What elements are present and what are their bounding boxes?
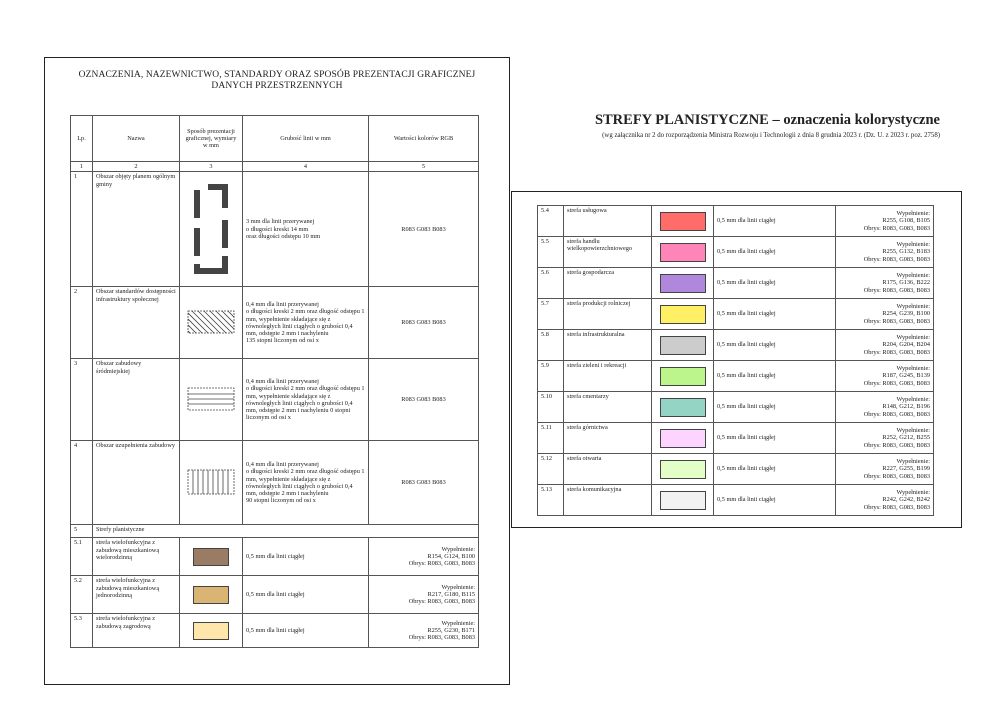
zone-name: strefa infrastrukturalna <box>564 330 652 361</box>
zone-lp: 5.9 <box>538 361 564 392</box>
zone-name: strefa gospodarcza <box>564 268 652 299</box>
zone-name: strefa wielofunkcyjna z zabudową zagrodową <box>93 614 180 648</box>
zone-name: strefa wielofunkcyjna z zabudową mieszkaniową wielorodzinną <box>93 538 180 576</box>
color-swatch <box>660 212 706 231</box>
color-swatch <box>660 398 706 417</box>
zone-lp: 5.7 <box>538 299 564 330</box>
fill-value: R154, G124, B100 <box>427 553 475 561</box>
legend-table <box>70 115 479 648</box>
row-lp: 3 <box>71 359 93 441</box>
section-lp: 5 <box>71 525 93 538</box>
zone-swatch-cell <box>652 485 714 516</box>
row-name: Obszar standardów dostępności infrastruktury społecznej <box>93 287 180 359</box>
fill-label: Wypełnienie: <box>441 583 475 591</box>
fill-value: R254, G239, B100 <box>882 310 930 318</box>
row-line: 0,4 mm dla linii przerywanej o długości kreski 2 mm oraz długość odstępu 1 mm, wypełnienie składające się z równoległych linii ciągłych o grubości 0,4 mm, odstępie 2 mm i nachyleniu 135 stopni liczonym od osi x <box>243 287 369 359</box>
row-line: 0,4 mm dla linii przerywanej o długości kreski 2 mm oraz długość odstępu 1 mm, wypełnienie składające się z równoległych linii ciągłych o grubości 0,4 mm, odstępie 2 mm i nachyleniu 90 stopni liczonym od osi x <box>243 441 369 525</box>
row-line: 3 mm dla linii przerywanej o długości kreski 14 mm oraz długości odstępu 10 mm <box>243 172 369 287</box>
fill-value: R255, G108, B105 <box>882 217 930 225</box>
zone-lp: 5.4 <box>538 206 564 237</box>
header-number: 2 <box>93 162 180 172</box>
zone-rgb <box>369 614 479 648</box>
fill-label: Wypełnienie: <box>896 241 930 249</box>
zone-row <box>538 237 934 268</box>
hatch-vertical-symbol <box>180 441 243 525</box>
zones-table <box>537 205 934 516</box>
color-swatch <box>660 491 706 510</box>
row-rgb: R083 G083 B083 <box>369 359 479 441</box>
zones-heading <box>520 112 940 140</box>
zone-line: 0,5 mm dla linii ciągłej <box>714 361 836 392</box>
fill-value: R252, G212, B255 <box>882 434 930 442</box>
header-number: 4 <box>243 162 369 172</box>
zone-rgb <box>836 206 934 237</box>
header-number: 1 <box>71 162 93 172</box>
zone-swatch-cell <box>652 237 714 268</box>
header-number: 5 <box>369 162 479 172</box>
fill-value: R242, G242, B242 <box>882 496 930 504</box>
fill-label: Wypełnienie: <box>441 545 475 553</box>
outline-value: Obrys: R083, G083, B083 <box>863 224 930 232</box>
zone-line: 0,5 mm dla linii ciągłej <box>714 330 836 361</box>
zone-rgb <box>369 576 479 614</box>
fill-label: Wypełnienie: <box>441 619 475 627</box>
color-swatch <box>193 586 229 604</box>
zone-swatch-cell <box>652 454 714 485</box>
zone-lp: 5.6 <box>538 268 564 299</box>
zone-row <box>538 361 934 392</box>
outline-value: Obrys: R083, G083, B083 <box>863 503 930 511</box>
fill-label: Wypełnienie: <box>896 334 930 342</box>
color-swatch <box>660 243 706 262</box>
color-swatch <box>660 305 706 324</box>
color-swatch <box>660 336 706 355</box>
zone-line: 0,5 mm dla linii ciągłej <box>714 268 836 299</box>
header-rgb: Wartości kolorów RGB <box>369 116 479 162</box>
zone-row <box>71 614 479 648</box>
section-row <box>71 525 479 538</box>
zone-row <box>538 454 934 485</box>
color-swatch <box>660 429 706 448</box>
row-name: Obszar uzupełnienia zabudowy <box>93 441 180 525</box>
zone-name: strefa usługowa <box>564 206 652 237</box>
zone-line: 0,5 mm dla linii ciągłej <box>714 485 836 516</box>
outline-value: Obrys: R083, G083, B083 <box>863 441 930 449</box>
fill-label: Wypełnienie: <box>896 458 930 466</box>
table-row <box>71 287 479 359</box>
zone-line: 0,5 mm dla linii ciągłej <box>714 423 836 454</box>
zone-lp: 5.8 <box>538 330 564 361</box>
fill-value: R255, G132, B183 <box>882 248 930 256</box>
zone-lp: 5.2 <box>71 576 93 614</box>
hatch-horizontal-symbol <box>180 359 243 441</box>
fill-value: R175, G136, B222 <box>882 279 930 287</box>
zone-rgb <box>836 330 934 361</box>
zone-row <box>71 576 479 614</box>
header-number: 3 <box>180 162 243 172</box>
zone-row <box>538 423 934 454</box>
fill-value: R187, G245, B139 <box>882 372 930 380</box>
row-line: 0,4 mm dla linii przerywanej o długości kreski 2 mm oraz długość odstępu 1 mm, wypełnienie składające się z równoległych linii ciągłych o grubości 0,4 mm, odstępie 2 mm i nachyleniu 0 stopni liczonym od osi x <box>243 359 369 441</box>
zone-row <box>538 392 934 423</box>
zone-line: 0,5 mm dla linii ciągłej <box>243 576 369 614</box>
fill-label: Wypełnienie: <box>896 210 930 218</box>
zone-lp: 5.10 <box>538 392 564 423</box>
fill-value: R255, G230, B171 <box>427 627 475 635</box>
zone-lp: 5.1 <box>71 538 93 576</box>
zone-swatch-cell <box>180 576 243 614</box>
zone-line: 0,5 mm dla linii ciągłej <box>714 299 836 330</box>
header-number-row <box>71 162 479 172</box>
outline-value: Obrys: R083, G083, B083 <box>408 598 475 606</box>
zone-line: 0,5 mm dla linii ciągłej <box>243 614 369 648</box>
zone-line: 0,5 mm dla linii ciągłej <box>714 392 836 423</box>
zone-rgb <box>369 538 479 576</box>
header-lp: Lp. <box>71 116 93 162</box>
zone-line: 0,5 mm dla linii ciągłej <box>714 206 836 237</box>
fill-label: Wypełnienie: <box>896 427 930 435</box>
header-name: Nazwa <box>93 116 180 162</box>
header-line-width: Grubość linii w mm <box>243 116 369 162</box>
outline-value: Obrys: R083, G083, B083 <box>863 472 930 480</box>
zone-row <box>71 538 479 576</box>
zone-name: strefa górnictwa <box>564 423 652 454</box>
zone-swatch-cell <box>180 538 243 576</box>
fill-label: Wypełnienie: <box>896 396 930 404</box>
zones-subtitle: (wg załącznika nr 2 do rozporządzenia Ministra Rozwoju i Technologii z dnia 8 grudnia 2023 r. (Dz. U. z 2023 r. poz. 2758) <box>602 132 940 139</box>
zone-rgb <box>836 423 934 454</box>
zone-rgb <box>836 268 934 299</box>
zone-name: strefa otwarta <box>564 454 652 485</box>
zone-swatch-cell <box>652 268 714 299</box>
section-name: Strefy planistyczne <box>93 525 479 538</box>
hatch-diagonal-symbol <box>180 287 243 359</box>
outline-value: Obrys: R083, G083, B083 <box>408 634 475 642</box>
row-name: Obszar zabudowy śródmiejskiej <box>93 359 180 441</box>
zone-row <box>538 206 934 237</box>
row-lp: 4 <box>71 441 93 525</box>
zone-swatch-cell <box>652 330 714 361</box>
zone-swatch-cell <box>652 423 714 454</box>
zone-swatch-cell <box>652 299 714 330</box>
table-row <box>71 359 479 441</box>
table-row <box>71 172 479 287</box>
outline-value: Obrys: R083, G083, B083 <box>863 317 930 325</box>
fill-label: Wypełnienie: <box>896 489 930 497</box>
zone-rgb <box>836 299 934 330</box>
header-presentation: Sposób prezentacji graficznej, wymiary w mm <box>180 116 243 162</box>
zone-name: strefa produkcji rolniczej <box>564 299 652 330</box>
zone-swatch-cell <box>652 361 714 392</box>
zone-swatch-cell <box>652 206 714 237</box>
zone-name: strefa handlu wielkopowierzchniowego <box>564 237 652 268</box>
outline-value: Obrys: R083, G083, B083 <box>863 379 930 387</box>
zone-row <box>538 299 934 330</box>
zone-rgb <box>836 237 934 268</box>
zone-swatch-cell <box>652 392 714 423</box>
zone-name: strefa komunikacyjna <box>564 485 652 516</box>
zone-rgb <box>836 454 934 485</box>
outline-value: Obrys: R083, G083, B083 <box>863 286 930 294</box>
zone-swatch-cell <box>180 614 243 648</box>
plan-boundary-symbol <box>180 172 243 287</box>
row-lp: 2 <box>71 287 93 359</box>
row-rgb: R083 G083 B083 <box>369 172 479 287</box>
zone-line: 0,5 mm dla linii ciągłej <box>714 237 836 268</box>
zone-lp: 5.5 <box>538 237 564 268</box>
document-title: OZNACZENIA, NAZEWNICTWO, STANDARDY ORAZ SPOSÓB PREZENTACJI GRAFICZNEJ DANYCH PRZESTRZENNYCH <box>78 70 476 91</box>
zones-title: STREFY PLANISTYCZNE – oznaczenia kolorystyczne <box>594 112 940 128</box>
outline-value: Obrys: R083, G083, B083 <box>863 410 930 418</box>
outline-value: Obrys: R083, G083, B083 <box>863 348 930 356</box>
zone-lp: 5.13 <box>538 485 564 516</box>
zone-lp: 5.11 <box>538 423 564 454</box>
color-swatch <box>193 622 229 640</box>
fill-value: R204, G204, B204 <box>882 341 930 349</box>
fill-value: R148, G212, B196 <box>882 403 930 411</box>
outline-value: Obrys: R083, G083, B083 <box>863 255 930 263</box>
color-swatch <box>660 274 706 293</box>
legend-sheet-right <box>511 191 962 528</box>
row-name: Obszar objęty planem ogólnym gminy <box>93 172 180 287</box>
zone-name: strefa zieleni i rekreacji <box>564 361 652 392</box>
color-swatch <box>193 548 229 566</box>
row-lp: 1 <box>71 172 93 287</box>
zone-line: 0,5 mm dla linii ciągłej <box>243 538 369 576</box>
fill-label: Wypełnienie: <box>896 303 930 311</box>
zone-lp: 5.12 <box>538 454 564 485</box>
color-swatch <box>660 367 706 386</box>
legend-sheet-left <box>44 57 510 685</box>
zone-row <box>538 330 934 361</box>
row-rgb: R083 G083 B083 <box>369 441 479 525</box>
row-rgb: R083 G083 B083 <box>369 287 479 359</box>
zone-rgb <box>836 392 934 423</box>
color-swatch <box>660 460 706 479</box>
fill-value: R217, G180, B115 <box>427 591 475 599</box>
zone-name: strefa wielofunkcyjna z zabudową mieszkaniową jednorodzinną <box>93 576 180 614</box>
fill-label: Wypełnienie: <box>896 272 930 280</box>
zone-row <box>538 485 934 516</box>
fill-value: R227, G255, B199 <box>882 465 930 473</box>
zone-line: 0,5 mm dla linii ciągłej <box>714 454 836 485</box>
zone-name: strefa cmentarzy <box>564 392 652 423</box>
outline-value: Obrys: R083, G083, B083 <box>408 560 475 568</box>
table-row <box>71 441 479 525</box>
table-header-row <box>71 116 479 162</box>
zone-rgb <box>836 361 934 392</box>
zone-rgb <box>836 485 934 516</box>
zone-lp: 5.3 <box>71 614 93 648</box>
zone-row <box>538 268 934 299</box>
fill-label: Wypełnienie: <box>896 365 930 373</box>
